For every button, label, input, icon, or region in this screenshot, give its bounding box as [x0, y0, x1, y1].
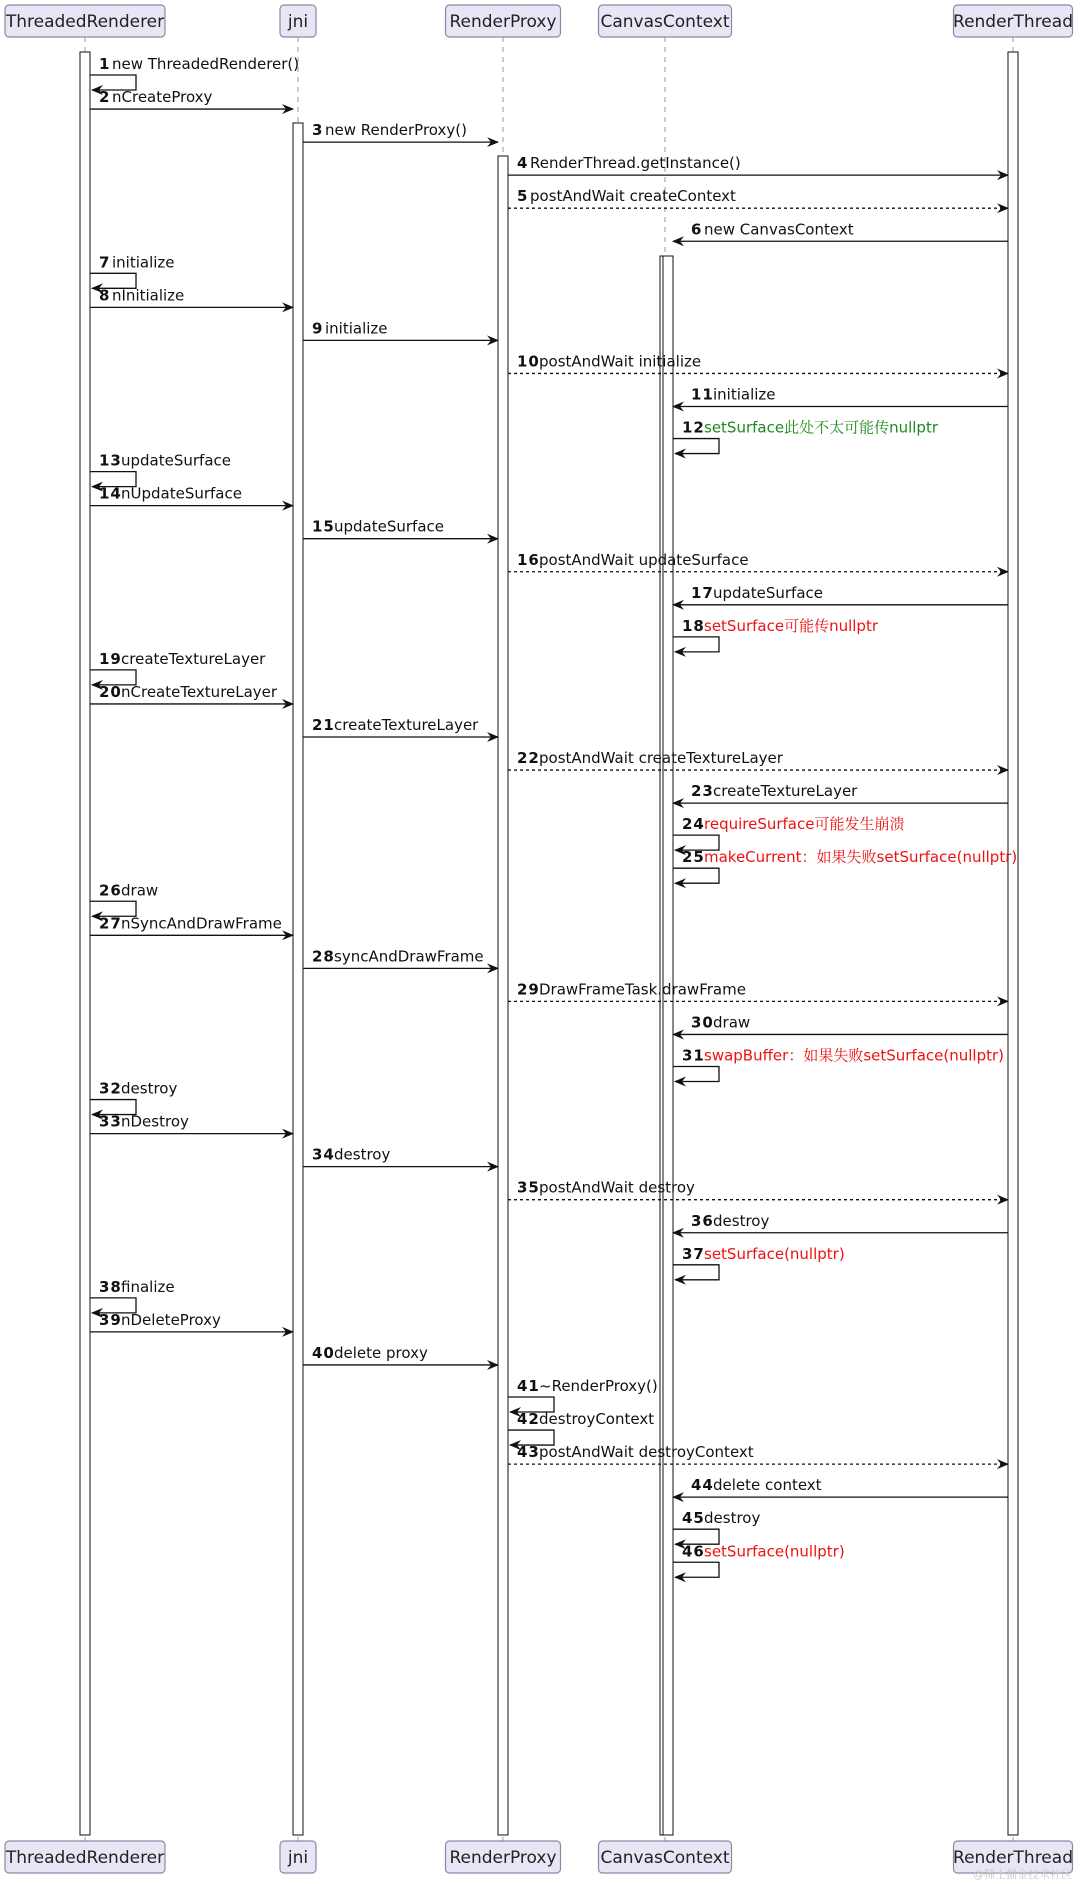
activation-bar-rt	[1008, 52, 1018, 1835]
participant-label: RenderProxy	[449, 12, 557, 32]
message-label: new RenderProxy()	[325, 121, 467, 140]
message-18	[673, 617, 879, 652]
activation-bar-jni	[293, 123, 303, 1835]
message-label: new ThreadedRenderer()	[112, 55, 300, 73]
message-label: destroy	[121, 1079, 178, 1098]
message-label: updateSurface	[121, 451, 231, 470]
activation-bars	[80, 52, 1018, 1835]
message-label: setSurface(nullptr)	[704, 1542, 845, 1561]
participant-label: CanvasContext	[600, 12, 730, 32]
message-38	[90, 1278, 175, 1313]
message-arrow	[673, 439, 719, 454]
message-label: createTextureLayer	[713, 782, 858, 801]
message-45	[673, 1509, 760, 1544]
participant-jni-bottom	[280, 1841, 316, 1873]
message-number: 11	[691, 385, 714, 404]
message-number: 6	[691, 220, 703, 239]
watermark: @稀土掘金技术社区	[973, 1868, 1072, 1881]
participant-label: RenderThread	[953, 12, 1073, 32]
message-7	[90, 253, 175, 288]
message-number: 1	[99, 55, 111, 73]
message-number: 15	[312, 517, 335, 536]
message-label: postAndWait updateSurface	[539, 550, 749, 569]
message-3	[303, 121, 498, 142]
participant-label: CanvasContext	[600, 1848, 730, 1868]
message-39	[90, 1311, 293, 1332]
message-label: RenderThread.getInstance()	[530, 154, 741, 173]
message-number: 4	[517, 154, 529, 173]
message-label: requireSurface可能发生崩溃	[704, 815, 905, 834]
message-number: 40	[312, 1343, 335, 1362]
message-label: nCreateProxy	[112, 88, 213, 107]
message-23	[673, 782, 1008, 803]
message-number: 29	[517, 980, 540, 999]
message-number: 3	[312, 121, 324, 140]
message-number: 21	[312, 716, 335, 734]
message-label: updateSurface	[334, 517, 444, 536]
message-34	[303, 1146, 498, 1167]
message-4	[508, 154, 1008, 175]
message-label: ~RenderProxy()	[539, 1377, 658, 1395]
message-label: delete proxy	[334, 1343, 428, 1362]
message-number: 19	[99, 649, 122, 668]
message-label: setSurface此处不太可能传nullptr	[704, 418, 938, 437]
message-number: 33	[99, 1112, 122, 1131]
message-label: postAndWait destroyContext	[539, 1443, 754, 1462]
message-10	[508, 352, 1008, 373]
message-32	[90, 1080, 177, 1115]
activation-bar-tr	[80, 52, 90, 1835]
message-label: updateSurface	[713, 583, 823, 602]
message-9	[303, 319, 498, 340]
message-label: initialize	[112, 253, 175, 272]
message-2	[90, 88, 293, 109]
message-label: delete context	[713, 1476, 822, 1495]
message-40	[303, 1344, 498, 1365]
message-number: 7	[99, 253, 111, 272]
message-13	[90, 452, 231, 487]
message-number: 27	[99, 914, 122, 933]
message-number: 42	[517, 1410, 540, 1429]
message-label: postAndWait createContext	[530, 187, 736, 206]
message-arrow	[673, 1265, 719, 1280]
message-41	[508, 1377, 658, 1412]
message-label: nCreateTextureLayer	[121, 682, 278, 701]
message-number: 5	[517, 187, 529, 206]
participant-label: ThreadedRenderer	[5, 12, 165, 32]
message-label: destroy	[334, 1145, 391, 1164]
message-number: 41	[517, 1377, 540, 1395]
participant-rt-top	[953, 5, 1073, 37]
message-46	[673, 1542, 845, 1577]
message-arrow	[673, 637, 719, 652]
message-42	[508, 1410, 654, 1445]
message-label: draw	[713, 1013, 751, 1032]
message-label: finalize	[121, 1277, 175, 1296]
message-26	[90, 881, 158, 916]
message-arrow	[673, 1562, 719, 1577]
message-number: 26	[99, 881, 122, 900]
message-8	[90, 286, 293, 307]
participant-jni-top	[280, 5, 316, 37]
message-24	[673, 815, 904, 850]
message-1	[90, 55, 299, 90]
message-number: 38	[99, 1277, 122, 1296]
message-19	[90, 650, 266, 685]
message-number: 25	[682, 848, 705, 867]
message-number: 34	[312, 1145, 335, 1164]
message-label: nUpdateSurface	[121, 484, 242, 503]
message-number: 14	[99, 484, 122, 503]
message-number: 2	[99, 88, 111, 107]
message-12	[673, 419, 939, 454]
message-label: setSurface(nullptr)	[704, 1244, 845, 1263]
message-number: 8	[99, 286, 111, 305]
message-number: 43	[517, 1443, 540, 1462]
message-number: 32	[99, 1079, 122, 1098]
participant-tr-bottom	[5, 1841, 165, 1873]
message-43	[508, 1443, 1008, 1464]
message-33	[90, 1113, 293, 1134]
message-label: nDestroy	[121, 1112, 189, 1131]
message-label: nDeleteProxy	[121, 1310, 221, 1329]
message-11	[673, 386, 1008, 407]
participant-rp-top	[446, 5, 561, 37]
message-17	[673, 584, 1008, 605]
message-16	[508, 551, 1008, 572]
message-number: 35	[517, 1178, 540, 1197]
message-label: createTextureLayer	[334, 716, 479, 734]
message-label: DrawFrameTask.drawFrame	[539, 980, 746, 999]
message-label: setSurface可能传nullptr	[704, 616, 878, 635]
messages	[90, 55, 1017, 1577]
message-37	[673, 1245, 845, 1280]
message-number: 44	[691, 1476, 714, 1495]
message-31	[673, 1047, 1004, 1082]
message-label: postAndWait initialize	[539, 352, 702, 371]
message-number: 20	[99, 682, 122, 701]
message-number: 28	[312, 947, 335, 966]
message-number: 23	[691, 782, 714, 801]
message-35	[508, 1179, 1008, 1200]
message-label: initialize	[713, 385, 776, 404]
message-label: createTextureLayer	[121, 649, 266, 668]
participant-label: jni	[287, 12, 309, 32]
message-label: destroyContext	[539, 1410, 655, 1429]
message-number: 17	[691, 583, 714, 602]
message-label: destroy	[713, 1211, 770, 1230]
message-number: 9	[312, 319, 324, 338]
message-27	[90, 914, 293, 935]
participant-label: RenderProxy	[449, 1848, 557, 1868]
message-number: 22	[517, 749, 540, 768]
participant-label: ThreadedRenderer	[5, 1848, 165, 1868]
participant-label: RenderThread	[953, 1848, 1073, 1868]
message-21	[303, 716, 498, 737]
message-label: new CanvasContext	[704, 220, 854, 239]
message-36	[673, 1212, 1008, 1233]
participant-rp-bottom	[446, 1841, 561, 1873]
message-arrow	[673, 1067, 719, 1082]
message-label: nSyncAndDrawFrame	[121, 914, 282, 933]
message-number: 10	[517, 352, 540, 371]
message-label: postAndWait createTextureLayer	[539, 749, 783, 768]
message-number: 30	[691, 1013, 714, 1032]
message-15	[303, 518, 498, 539]
message-number: 31	[682, 1046, 705, 1065]
message-label: nInitialize	[112, 286, 185, 305]
message-number: 18	[682, 616, 705, 635]
message-label: swapBuffer：如果失败setSurface(nullptr)	[704, 1046, 1005, 1065]
message-6	[673, 220, 1008, 241]
message-label: initialize	[325, 319, 388, 338]
message-number: 45	[682, 1509, 705, 1528]
message-20	[90, 683, 293, 704]
message-label: syncAndDrawFrame	[334, 947, 484, 966]
message-14	[90, 485, 293, 506]
message-25	[673, 848, 1017, 883]
participants-top	[5, 5, 1073, 37]
message-number: 36	[691, 1211, 714, 1230]
message-number: 46	[682, 1542, 705, 1561]
message-number: 37	[682, 1244, 705, 1263]
message-arrow	[673, 868, 719, 883]
participant-label: jni	[287, 1848, 309, 1868]
activation-bar-cc-inner	[663, 256, 673, 1835]
message-28	[303, 947, 498, 968]
message-number: 39	[99, 1310, 122, 1329]
message-number: 13	[99, 451, 122, 470]
message-number: 24	[682, 815, 705, 834]
message-number: 16	[517, 550, 540, 569]
message-label: makeCurrent：如果失败setSurface(nullptr)	[704, 848, 1018, 867]
participant-tr-top	[5, 5, 165, 37]
participant-cc-top	[599, 5, 732, 37]
message-44	[673, 1476, 1008, 1497]
message-30	[673, 1013, 1008, 1034]
activation-bar-rp	[498, 156, 508, 1835]
message-label: draw	[121, 881, 159, 900]
message-label: destroy	[704, 1509, 761, 1528]
message-5	[508, 187, 1008, 208]
participants-bottom	[5, 1841, 1073, 1873]
message-22	[508, 749, 1008, 770]
message-number: 12	[682, 418, 705, 437]
message-29	[508, 980, 1008, 1001]
participant-cc-bottom	[599, 1841, 732, 1873]
message-label: postAndWait destroy	[539, 1178, 695, 1197]
